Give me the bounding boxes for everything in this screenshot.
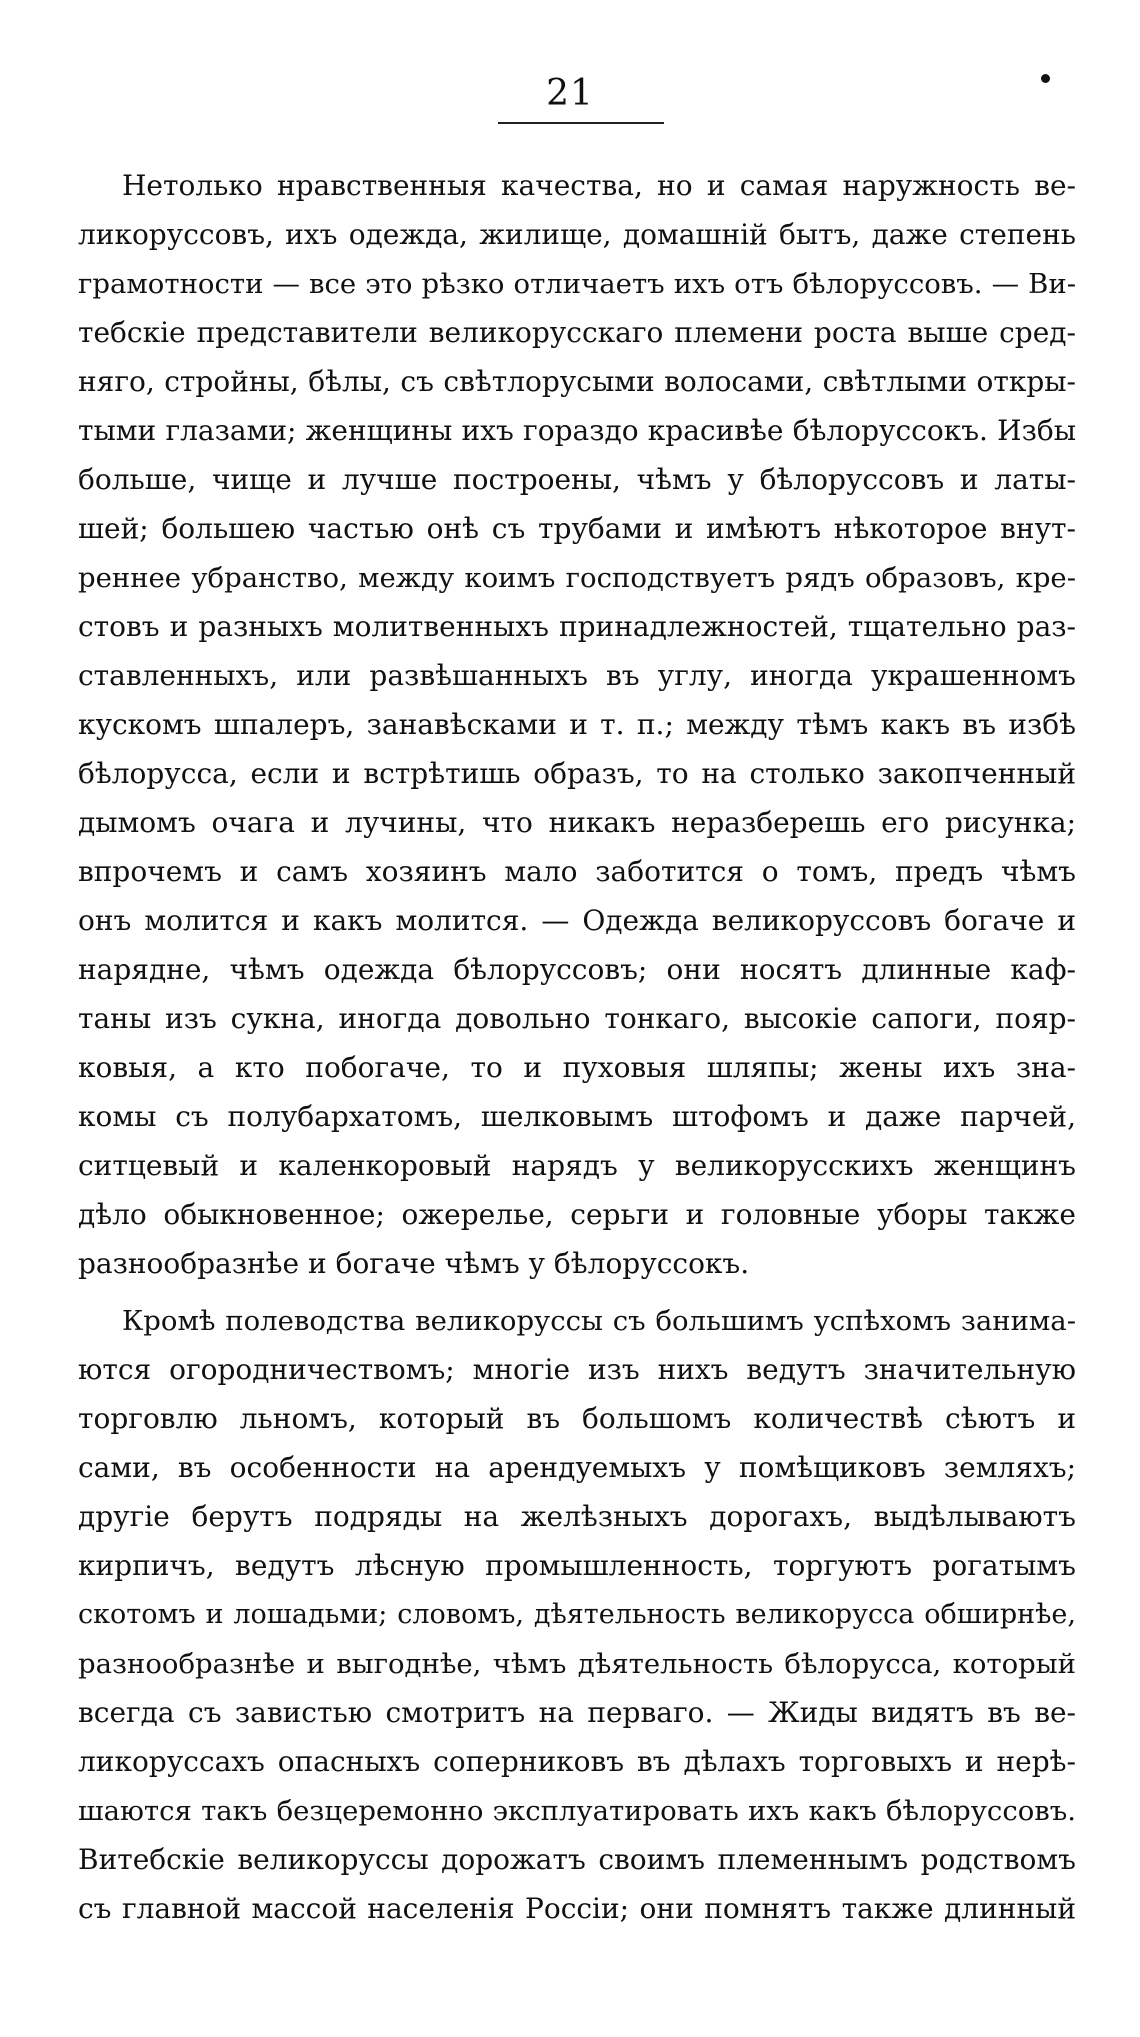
text-line: ставленныхъ, или развѣшанныхъ въ углу, иногда украшенномъ bbox=[78, 659, 1076, 692]
text-line: скотомъ и лошадьми; словомъ, дѣятельность великорусса обширнѣе, bbox=[78, 1599, 1076, 1630]
text-line: онъ молится и какъ молится. — Одежда великоруссовъ богаче и bbox=[78, 904, 1076, 937]
text-line: съ главной массой населенія Россіи; они помнятъ также длинный bbox=[78, 1892, 1076, 1925]
text-line: шей; большею частью онѣ съ трубами и имѣютъ нѣкоторое внут- bbox=[78, 512, 1076, 545]
text-line: кускомъ шпалеръ, занавѣсками и т. п.; между тѣмъ какъ въ избѣ bbox=[78, 708, 1076, 741]
text-line: грамотности — все это рѣзко отличаетъ ихъ отъ бѣлоруссовъ. — Ви- bbox=[78, 268, 1076, 300]
text-line: кирпичъ, ведутъ лѣсную промышленность, торгуютъ рогатымъ bbox=[78, 1549, 1076, 1582]
text-line: тыми глазами; женщины ихъ гораздо красивѣе бѣлоруссокъ. Избы bbox=[78, 414, 1076, 447]
text-line: стовъ и разныхъ молитвенныхъ принадлежностей, тщательно раз- bbox=[78, 610, 1076, 643]
text-line: Кромѣ полеводства великоруссы съ большимъ успѣхомъ занима- bbox=[122, 1305, 1076, 1337]
text-line: комы съ полубархатомъ, шелковымъ штофомъ и даже парчей, bbox=[78, 1100, 1076, 1133]
text-line: шаются такъ безцеремонно эксплуатировать ихъ какъ бѣлоруссовъ. bbox=[78, 1795, 1076, 1827]
text-line: дѣло обыкновенное; ожерелье, серьги и головные уборы также bbox=[78, 1198, 1076, 1231]
text-line: больше, чище и лучше построены, чѣмъ у бѣлоруссовъ и латы- bbox=[78, 463, 1076, 496]
page-number-rule bbox=[498, 122, 664, 124]
ink-speck bbox=[1041, 74, 1050, 83]
text-line: Витебскіе великоруссы дорожатъ своимъ племеннымъ родствомъ bbox=[78, 1843, 1076, 1876]
text-line: дымомъ очага и лучины, что никакъ неразберешь его рисунка; bbox=[78, 806, 1076, 839]
text-line: сами, въ особенности на арендуемыхъ у помѣщиковъ земляхъ; bbox=[78, 1451, 1076, 1484]
text-line: нарядне, чѣмъ одежда бѣлоруссовъ; они носятъ длинные каф- bbox=[78, 953, 1076, 986]
text-line: Нетолько нравственныя качества, но и самая наружность ве- bbox=[122, 169, 1076, 202]
text-line: реннее убранство, между коимъ господствуетъ рядъ образовъ, кре- bbox=[78, 562, 1076, 594]
text-line: таны изъ сукна, иногда довольно тонкаго, высокіе сапоги, пояр- bbox=[78, 1002, 1076, 1035]
text-line: ковыя, а кто побогаче, то и пуховыя шляпы; жены ихъ зна- bbox=[78, 1051, 1076, 1084]
text-line: ликоруссахъ опасныхъ соперниковъ въ дѣлахъ торговыхъ и нерѣ- bbox=[78, 1745, 1076, 1778]
text-line: тебскіе представители великорусскаго племени роста выше сред- bbox=[78, 316, 1076, 349]
text-line: ются огородничествомъ; многіе изъ нихъ ведутъ значительную bbox=[78, 1353, 1076, 1386]
text-line: торговлю льномъ, который въ большомъ количествѣ сѣютъ и bbox=[78, 1402, 1076, 1435]
text-line: бѣлорусса, если и встрѣтишь образъ, то на столько закопченный bbox=[78, 757, 1076, 790]
text-line: ситцевый и каленкоровый нарядъ у великорусскихъ женщинъ bbox=[78, 1149, 1076, 1182]
text-line: ликоруссовъ, ихъ одежда, жилище, домашній бытъ, даже степень bbox=[78, 218, 1076, 251]
text-line: разнообразнѣе и богаче чѣмъ у бѣлоруссокъ. bbox=[78, 1247, 750, 1280]
text-line: всегда съ завистью смотритъ на перваго. — Жиды видятъ въ ве- bbox=[78, 1696, 1076, 1729]
text-line: няго, стройны, бѣлы, съ свѣтлорусыми волосами, свѣтлыми откры- bbox=[78, 365, 1076, 398]
text-line: разнообразнѣе и выгоднѣе, чѣмъ дѣятельность бѣлорусса, который bbox=[78, 1648, 1076, 1680]
page-number: 21 bbox=[546, 73, 594, 114]
text-line: впрочемъ и самъ хозяинъ мало заботится о томъ, предъ чѣмъ bbox=[78, 855, 1076, 888]
text-line: другіе берутъ подряды на желѣзныхъ дорогахъ, выдѣлываютъ bbox=[78, 1500, 1076, 1533]
